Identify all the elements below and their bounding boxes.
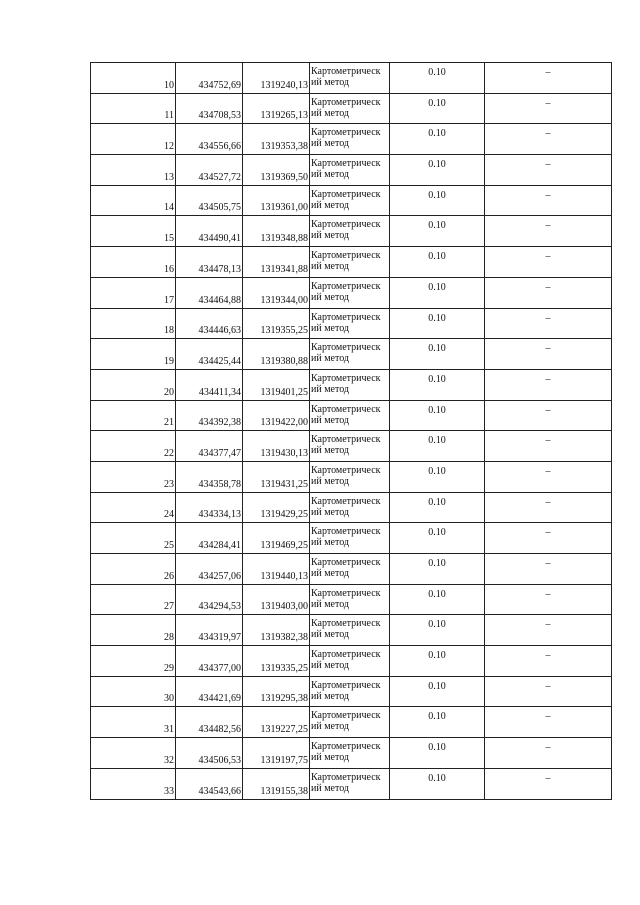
coord-y: 1319295,38 [243, 676, 310, 707]
method-cell [310, 124, 390, 155]
coord-y: 1319422,00 [243, 400, 310, 431]
method-text-line1: Картометрическ [311, 158, 381, 170]
point-number: 28 [91, 615, 176, 646]
coord-x: 434319,97 [176, 615, 243, 646]
description: – [485, 369, 612, 400]
method-text-line2: ий метод [311, 752, 350, 764]
table-row [91, 339, 612, 370]
method-text-line1: Картометрическ [311, 342, 381, 354]
point-number: 19 [91, 339, 176, 370]
method-cell [310, 523, 390, 554]
method-text-line1: Картометрическ [311, 464, 381, 476]
coord-x: 434294,53 [176, 584, 243, 615]
accuracy: 0.10 [390, 523, 485, 554]
method-text-line1: Картометрическ [311, 771, 381, 783]
method-text-line2: ий метод [311, 445, 350, 457]
description: – [485, 400, 612, 431]
table-row [91, 584, 612, 615]
table-row [91, 615, 612, 646]
method-text-line2: ий метод [311, 537, 350, 549]
accuracy: 0.10 [390, 93, 485, 124]
coord-y: 1319240,13 [243, 63, 310, 94]
method-text-line1: Картометрическ [311, 219, 381, 231]
coord-y: 1319403,00 [243, 584, 310, 615]
method-text-line1: Картометрическ [311, 96, 381, 108]
point-number: 29 [91, 646, 176, 677]
method-text-line2: ий метод [311, 568, 350, 579]
accuracy: 0.10 [390, 369, 485, 400]
method-text-line2: ий метод [311, 690, 350, 702]
point-number: 17 [91, 277, 176, 308]
table-row [91, 676, 612, 707]
coord-x: 434257,06 [176, 554, 243, 585]
point-number: 16 [91, 247, 176, 278]
table-row [91, 768, 612, 799]
method-text-line1: Картометрическ [311, 311, 381, 323]
method-text-line2: ий метод [311, 506, 350, 518]
description: – [485, 247, 612, 278]
table-row [91, 124, 612, 155]
point-number: 27 [91, 584, 176, 615]
table-row [91, 400, 612, 431]
method-text-line1: Картометрическ [311, 188, 381, 200]
coord-y: 1319361,00 [243, 185, 310, 216]
method-text-line2: ий метод [311, 598, 350, 610]
coord-x: 434708,53 [176, 93, 243, 124]
coord-x: 434482,56 [176, 707, 243, 738]
accuracy: 0.10 [390, 124, 485, 155]
method-text-line1: Картометрическ [311, 526, 381, 538]
coord-x: 434490,41 [176, 216, 243, 247]
point-number: 22 [91, 431, 176, 462]
accuracy: 0.10 [390, 768, 485, 799]
method-text-line2: ий метод [311, 383, 350, 395]
accuracy: 0.10 [390, 185, 485, 216]
coord-y: 1319380,88 [243, 339, 310, 370]
method-cell [310, 461, 390, 492]
coord-y: 1319431,25 [243, 461, 310, 492]
coord-x: 434506,53 [176, 738, 243, 769]
table-row [91, 247, 612, 278]
coord-y: 1319353,38 [243, 124, 310, 155]
accuracy: 0.10 [390, 492, 485, 523]
coord-y: 1319265,13 [243, 93, 310, 124]
description: – [485, 339, 612, 370]
description: – [485, 185, 612, 216]
method-text-line1: Картометрическ [311, 372, 381, 384]
method-text-line2: ий метод [311, 782, 350, 794]
method-text-line2: ий метод [311, 291, 350, 303]
coord-x: 434527,72 [176, 155, 243, 186]
point-number: 25 [91, 523, 176, 554]
coord-y: 1319369,50 [243, 155, 310, 186]
table-row [91, 308, 612, 339]
description: – [485, 523, 612, 554]
method-cell [310, 492, 390, 523]
coord-x: 434446,63 [176, 308, 243, 339]
method-cell [310, 93, 390, 124]
accuracy: 0.10 [390, 615, 485, 646]
method-text-line2: ий метод [311, 353, 350, 365]
method-text-line1: Картометрическ [311, 403, 381, 415]
method-cell [310, 431, 390, 462]
method-text-line1: Картометрическ [311, 434, 381, 446]
table-row [91, 554, 612, 585]
accuracy: 0.10 [390, 339, 485, 370]
method-cell [310, 738, 390, 769]
coord-x: 434377,47 [176, 431, 243, 462]
description: – [485, 155, 612, 186]
method-cell [310, 247, 390, 278]
table-row [91, 369, 612, 400]
description: – [485, 676, 612, 707]
table-row [91, 155, 612, 186]
point-number: 26 [91, 554, 176, 585]
accuracy: 0.10 [390, 247, 485, 278]
method-text-line1: Картометрическ [311, 495, 381, 507]
coord-x: 434358,78 [176, 461, 243, 492]
description: – [485, 93, 612, 124]
method-cell [310, 155, 390, 186]
description: – [485, 277, 612, 308]
accuracy: 0.10 [390, 738, 485, 769]
coord-x: 434421,69 [176, 676, 243, 707]
method-text-line2: ий метод [311, 261, 350, 273]
method-cell [310, 400, 390, 431]
coord-x: 434505,75 [176, 185, 243, 216]
coord-y: 1319401,25 [243, 369, 310, 400]
accuracy: 0.10 [390, 216, 485, 247]
method-text-line2: ий метод [311, 199, 350, 211]
coord-y: 1319344,00 [243, 277, 310, 308]
method-cell [310, 339, 390, 370]
description: – [485, 492, 612, 523]
table-row [91, 277, 612, 308]
point-number: 23 [91, 461, 176, 492]
method-text-line2: ий метод [311, 629, 350, 641]
point-number: 21 [91, 400, 176, 431]
method-text-line1: Картометрическ [311, 127, 381, 139]
point-number: 11 [91, 93, 176, 124]
method-text-line2: ий метод [311, 77, 350, 88]
method-text-line1: Картометрическ [311, 250, 381, 262]
coord-y: 1319155,38 [243, 768, 310, 799]
point-number: 31 [91, 707, 176, 738]
point-number: 15 [91, 216, 176, 247]
method-text-line1: Картометрическ [311, 679, 381, 691]
description: – [485, 431, 612, 462]
method-text-line2: ий метод [311, 721, 350, 733]
method-cell [310, 646, 390, 677]
description: – [485, 584, 612, 615]
table-row [91, 63, 612, 94]
accuracy: 0.10 [390, 155, 485, 186]
method-text-line2: ий метод [311, 138, 350, 150]
accuracy: 0.10 [390, 400, 485, 431]
coord-y: 1319335,25 [243, 646, 310, 677]
description: – [485, 216, 612, 247]
coord-y: 1319341,88 [243, 247, 310, 278]
coord-y: 1319429,25 [243, 492, 310, 523]
table-row [91, 707, 612, 738]
coord-x: 434334,13 [176, 492, 243, 523]
description: – [485, 124, 612, 155]
description: – [485, 768, 612, 799]
coord-x: 434543,66 [176, 768, 243, 799]
coord-x: 434478,13 [176, 247, 243, 278]
point-number: 18 [91, 308, 176, 339]
method-text-line1: Картометрическ [311, 649, 381, 661]
coord-y: 1319348,88 [243, 216, 310, 247]
method-text-line2: ий метод [311, 322, 350, 334]
method-text-line2: ий метод [311, 107, 350, 119]
description: – [485, 461, 612, 492]
coord-x: 434284,41 [176, 523, 243, 554]
table-row [91, 738, 612, 769]
accuracy: 0.10 [390, 646, 485, 677]
coord-x: 434425,44 [176, 339, 243, 370]
method-cell [310, 63, 390, 94]
description: – [485, 308, 612, 339]
coord-x: 434377,00 [176, 646, 243, 677]
point-number: 24 [91, 492, 176, 523]
description: – [485, 554, 612, 585]
method-text-line1: Картометрическ [311, 618, 381, 630]
table-row [91, 646, 612, 677]
method-text-line1: Картометрическ [311, 710, 381, 722]
point-number: 20 [91, 369, 176, 400]
method-text-line1: Картометрическ [311, 587, 381, 599]
accuracy: 0.10 [390, 277, 485, 308]
coord-y: 1319355,25 [243, 308, 310, 339]
method-cell [310, 308, 390, 339]
method-cell [310, 615, 390, 646]
table-row [91, 431, 612, 462]
table-row [91, 185, 612, 216]
coordinates-table-body [91, 63, 612, 800]
description: – [485, 738, 612, 769]
description: – [485, 707, 612, 738]
method-text-line1: Картометрическ [311, 280, 381, 292]
method-text-line2: ий метод [311, 169, 350, 181]
method-cell [310, 676, 390, 707]
point-number: 12 [91, 124, 176, 155]
method-cell [310, 277, 390, 308]
coord-x: 434752,69 [176, 63, 243, 94]
table-row [91, 492, 612, 523]
method-cell [310, 185, 390, 216]
coordinates-table [90, 62, 612, 800]
table-row [91, 216, 612, 247]
table-row [91, 461, 612, 492]
point-number: 32 [91, 738, 176, 769]
method-text-line1: Картометрическ [311, 66, 381, 77]
method-text-line2: ий метод [311, 660, 350, 672]
description: – [485, 615, 612, 646]
table-row [91, 523, 612, 554]
description: – [485, 63, 612, 94]
point-number: 10 [91, 63, 176, 94]
coord-y: 1319430,13 [243, 431, 310, 462]
accuracy: 0.10 [390, 461, 485, 492]
coord-y: 1319197,75 [243, 738, 310, 769]
accuracy: 0.10 [390, 431, 485, 462]
point-number: 14 [91, 185, 176, 216]
method-cell [310, 584, 390, 615]
method-cell [310, 369, 390, 400]
accuracy: 0.10 [390, 676, 485, 707]
point-number: 30 [91, 676, 176, 707]
method-text-line2: ий метод [311, 230, 350, 242]
description: – [485, 646, 612, 677]
method-cell [310, 707, 390, 738]
method-text-line2: ий метод [311, 414, 350, 426]
accuracy: 0.10 [390, 554, 485, 585]
table-row [91, 93, 612, 124]
point-number: 13 [91, 155, 176, 186]
accuracy: 0.10 [390, 584, 485, 615]
coord-x: 434411,34 [176, 369, 243, 400]
method-text-line1: Картометрическ [311, 557, 381, 568]
accuracy: 0.10 [390, 63, 485, 94]
coord-x: 434392,38 [176, 400, 243, 431]
method-cell [310, 554, 390, 585]
coord-y: 1319469,25 [243, 523, 310, 554]
method-cell [310, 768, 390, 799]
accuracy: 0.10 [390, 707, 485, 738]
coord-x: 434556,66 [176, 124, 243, 155]
method-text-line2: ий метод [311, 475, 350, 487]
coord-x: 434464,88 [176, 277, 243, 308]
coord-y: 1319227,25 [243, 707, 310, 738]
coord-y: 1319382,38 [243, 615, 310, 646]
method-text-line1: Картометрическ [311, 741, 381, 753]
point-number: 33 [91, 768, 176, 799]
coord-y: 1319440,13 [243, 554, 310, 585]
accuracy: 0.10 [390, 308, 485, 339]
method-cell [310, 216, 390, 247]
